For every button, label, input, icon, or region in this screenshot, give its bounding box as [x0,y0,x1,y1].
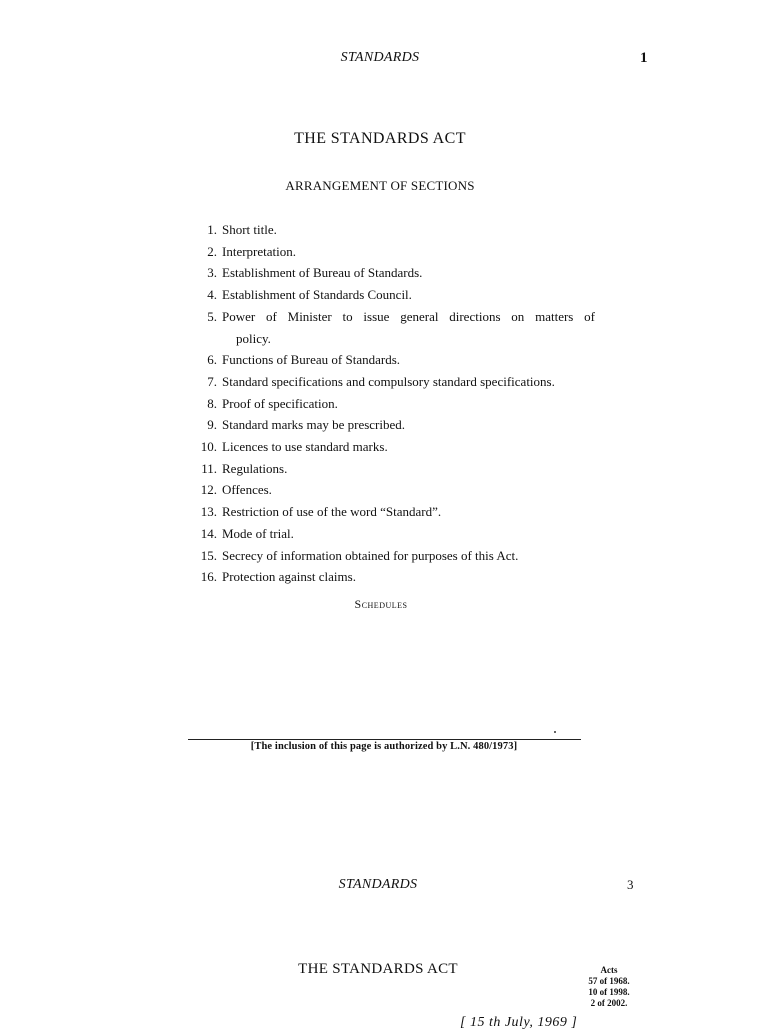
section-number: 7. [207,373,217,389]
margin-note: 57 of 1968. [588,976,630,986]
section-title: Standard specifications and compulsory standard specifications. [222,373,555,389]
section-item [195,284,595,306]
section-title [217,306,595,349]
section-item [195,393,595,415]
section-number: 3. [207,265,217,281]
section-title: Mode of trial. [222,525,294,541]
sections-list [195,219,595,588]
section-number: 2. [207,243,217,259]
section-item [195,436,595,458]
section-item [195,458,595,480]
section-title: Offences. [222,482,272,498]
margin-note: Acts [600,965,618,975]
margin-note: 10 of 1998. [588,987,630,997]
section-number: 4. [207,287,217,303]
section-title: Regulations. [222,460,288,476]
section-item [195,262,595,284]
act-title-page-3: THE STANDARDS ACT [298,961,458,977]
section-number: 16. [200,569,217,585]
section-title: Establishment of Bureau of Standards. [222,265,423,281]
page-number: 1 [640,50,648,66]
section-title-line: Power of Minister to issue general directions on matters of [222,308,595,324]
section-number: 6. [207,352,217,368]
section-item [195,349,595,371]
section-number: 5. [207,308,217,324]
section-number: 12. [200,482,217,498]
footer-note: [The inclusion of this page is authorized by L.N. 480/1973] [250,741,518,752]
section-title: Proof of specification. [222,395,338,411]
section-item [195,501,595,523]
scan-speck [554,731,556,733]
arrangement-heading: ARRANGEMENT OF SECTIONS [285,178,475,193]
page-number-page-3: 3 [627,877,634,892]
section-item [195,566,595,588]
footer-rule [188,739,581,740]
section-title: Establishment of Standards Council. [222,287,412,303]
section-number: 14. [200,525,217,541]
section-item [195,414,595,436]
margin-note: 2 of 2002. [590,998,628,1008]
section-item [195,523,595,545]
section-title: Licences to use standard marks. [222,439,388,455]
act-title: THE STANDARDS ACT [294,130,466,147]
section-number: 1. [207,222,217,237]
schedules-heading: Schedules [354,597,408,611]
running-head-page-3: STANDARDS [338,877,418,892]
section-title: Secrecy of information obtained for purposes of this Act. [222,547,519,563]
section-item [195,241,595,263]
section-title: Standard marks may be prescribed. [222,417,406,433]
section-title: Restriction of use of the word “Standard”. [222,504,442,520]
margin-notes [580,965,638,1009]
section-number: 15. [200,547,217,563]
section-number: 9. [207,417,217,433]
section-title: Protection against claims. [222,569,356,585]
section-item [195,219,595,241]
commencement-date: [ 15 th July, 1969 ] [460,1015,578,1030]
section-item [195,306,595,349]
section-number: 13. [200,504,217,520]
section-number: 10. [200,439,217,455]
running-head: STANDARDS [340,50,420,65]
section-item [195,371,595,393]
section-title: Short title. [222,222,277,237]
section-title-continuation: policy. [236,330,271,346]
section-item [195,545,595,567]
section-title: Functions of Bureau of Standards. [222,352,401,368]
section-item [195,479,595,501]
section-number: 8. [207,395,217,411]
section-number: 11. [201,460,217,476]
section-title: Interpretation. [222,243,296,259]
